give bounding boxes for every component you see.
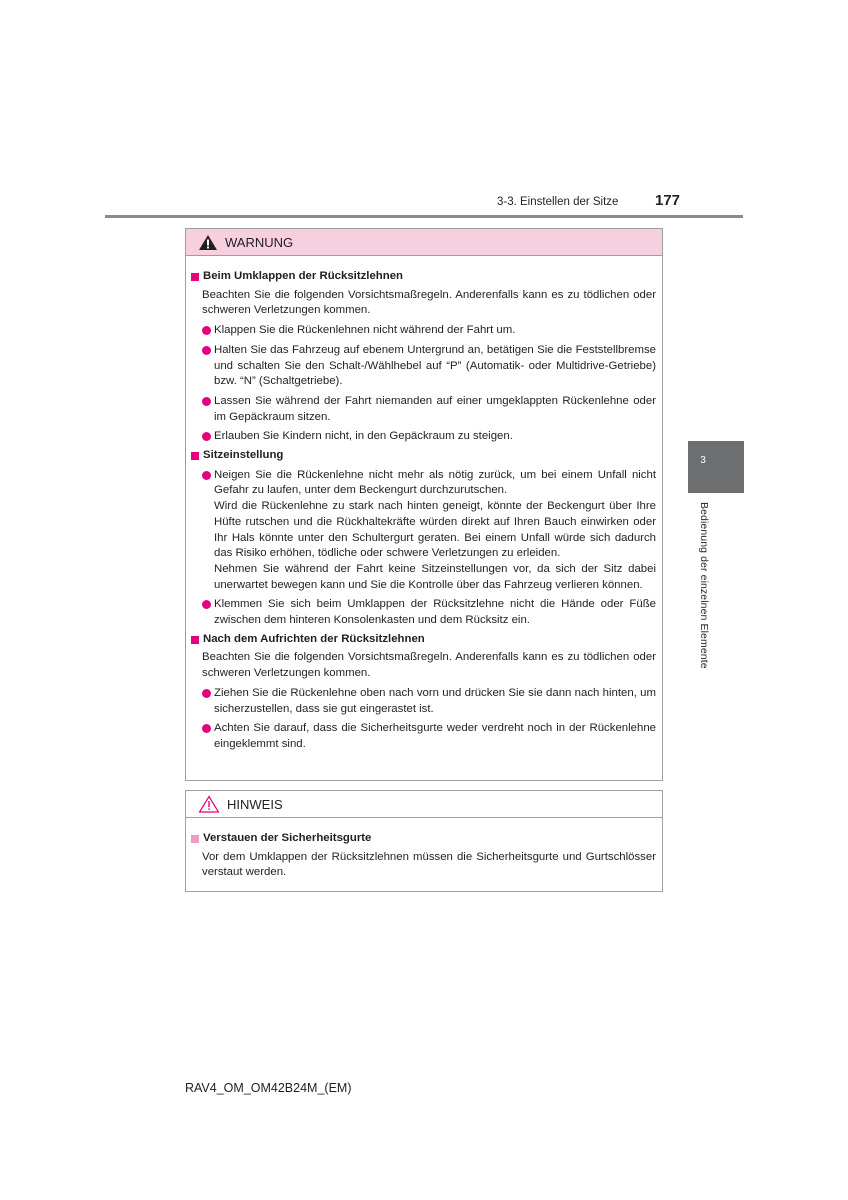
list-item: Neigen Sie die Rückenlehne nicht mehr als nötig zurück, um bei einem Unfall nicht Gefahr zu laufen, unter dem Beckengurt durchzurutschen. Wird die Rückenlehne zu stark nach hinten geneigt, könnte der Beckengurt über Ihre Hüfte rutschen und die Rückhaltekräfte würden direkt auf Ihren Bauch einwirken oder Ihr Hals könnte unter den Schultergurt geraten. Bei einem Unfall würde sich dadurch das Risiko erhöhen, tödliche oder schwere Verletzungen zu erleiden. Nehmen Sie während der Fahrt keine Sitzeinstellungen vor, da sich der Sitz dabei unerwartet bewegen kann und Sie die Kontrolle über das Fahrzeug verlieren können. bbox=[202, 468, 656, 594]
section-intro: Beachten Sie die folgenden Vorsichtsmaßregeln. Anderenfalls kann es zu tödlichen oder schweren Verletzungen kommen. bbox=[202, 651, 656, 680]
list-item: Halten Sie das Fahrzeug auf ebenem Untergrund an, betätigen Sie die Feststellbremse und schalten Sie den Schalt-/Wählhebel auf “P” (Automatik- oder Multidrive-Getriebe) bzw. “N” (Schaltgetriebe). bbox=[202, 343, 656, 390]
warning-title: WARNUNG bbox=[225, 234, 294, 250]
section-title: 3-3. Einstellen der Sitze bbox=[497, 196, 619, 208]
warning-body bbox=[186, 256, 662, 753]
note-header bbox=[186, 791, 662, 818]
note-text: Vor dem Umklappen der Rücksitzlehnen müssen die Sicherheitsgurte und Gurtschlösser verstaut werden. bbox=[202, 850, 656, 879]
document-code: RAV4_OM_OM42B24M_(EM) bbox=[185, 1081, 352, 1095]
header-rule bbox=[105, 215, 743, 218]
note-body bbox=[186, 818, 662, 881]
bullet-dot-icon bbox=[202, 346, 211, 355]
section-heading: Sitzeinstellung bbox=[190, 448, 656, 464]
section-intro: Beachten Sie die folgenden Vorsichtsmaßregeln. Anderenfalls kann es zu tödlichen oder schweren Verletzungen kommen. bbox=[202, 288, 656, 317]
bullet-dot-icon bbox=[202, 689, 211, 698]
list-item: Klappen Sie die Rückenlehnen nicht während der Fahrt um. bbox=[202, 323, 656, 339]
bullet-dot-icon bbox=[202, 600, 211, 609]
note-box bbox=[185, 790, 663, 892]
section-heading: Beim Umklappen der Rücksitzlehnen bbox=[190, 269, 656, 285]
page-number: 177 bbox=[655, 192, 681, 209]
list-item: Achten Sie darauf, dass die Sicherheitsgurte weder verdreht noch in der Rückenlehne eingeklemmt sind. bbox=[202, 721, 656, 752]
bullet-dot-icon bbox=[202, 432, 211, 441]
square-bullet-icon bbox=[191, 273, 199, 281]
warning-triangle-icon bbox=[198, 234, 218, 251]
warning-box bbox=[185, 228, 663, 781]
bullet-dot-icon bbox=[202, 471, 211, 480]
bullet-dot-icon bbox=[202, 397, 211, 406]
chapter-number: 3 bbox=[700, 455, 706, 466]
list-item: Lassen Sie während der Fahrt niemanden auf einer umgeklappten Rückenlehne oder im Gepäckraum sitzen. bbox=[202, 394, 656, 425]
square-bullet-icon bbox=[191, 636, 199, 644]
caution-triangle-icon bbox=[198, 795, 220, 813]
section-heading: Verstauen der Sicherheitsgurte bbox=[190, 831, 656, 847]
note-title: HINWEIS bbox=[227, 796, 283, 812]
warning-header bbox=[186, 229, 662, 256]
chapter-tab bbox=[688, 441, 744, 493]
list-item: Ziehen Sie die Rückenlehne oben nach vorn und drücken Sie sie dann nach hinten, um sicherzustellen, dass sie gut eingerastet ist. bbox=[202, 686, 656, 717]
chapter-label: Bedienung der einzelnen Elemente bbox=[698, 502, 710, 669]
square-bullet-icon bbox=[191, 452, 199, 460]
list-item: Erlauben Sie Kindern nicht, in den Gepäckraum zu steigen. bbox=[202, 429, 656, 445]
bullet-dot-icon bbox=[202, 724, 211, 733]
square-bullet-icon bbox=[191, 835, 199, 843]
list-item: Klemmen Sie sich beim Umklappen der Rücksitzlehne nicht die Hände oder Füße zwischen dem hinteren Konsolenkasten und dem Rücksitz ein. bbox=[202, 597, 656, 628]
bullet-dot-icon bbox=[202, 326, 211, 335]
section-heading: Nach dem Aufrichten der Rücksitzlehnen bbox=[190, 632, 656, 648]
